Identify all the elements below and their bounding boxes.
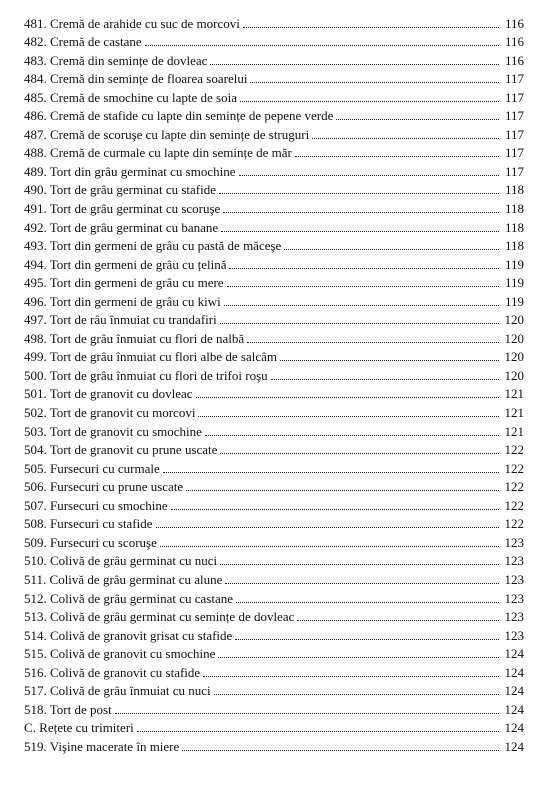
toc-entry: [24, 179, 524, 198]
dot-leader: [229, 268, 499, 269]
toc-entry-page-number: 122: [504, 460, 524, 476]
dot-leader: [186, 490, 499, 491]
toc-entry-page-number: 124: [504, 701, 524, 717]
dot-leader: [284, 249, 499, 250]
toc-entry-title: 512. Colivă de grâu germinat cu castane: [24, 590, 234, 606]
toc-entry-title: 483. Cremă din semințe de dovleac: [24, 52, 208, 68]
toc-entry-title: 503. Tort de granovit cu smochine: [24, 423, 202, 439]
dot-leader: [240, 101, 499, 102]
dot-leader: [225, 583, 499, 584]
toc-entry: [24, 123, 524, 142]
dot-leader: [295, 156, 499, 157]
toc-entry-page-number: 117: [504, 145, 524, 161]
dot-leader: [235, 639, 499, 640]
toc-entry-title: 519. Vişine macerate în miere: [24, 738, 180, 754]
toc-entry-title: 492. Tort de grâu germinat cu banane: [24, 219, 219, 235]
dot-leader: [239, 175, 500, 176]
toc-entry: [24, 272, 524, 291]
toc-entry-page-number: 119: [504, 293, 524, 309]
toc-entry: [24, 624, 524, 643]
toc-entry-title: 481. Cremă de arahide cu suc de morcovi: [24, 15, 240, 31]
toc-entry-title: 495. Tort din germeni de grâu cu mere: [24, 275, 224, 291]
toc-entry-page-number: 124: [504, 683, 524, 699]
dot-leader: [219, 193, 499, 194]
toc-entry-title: 507. Fursecuri cu smochine: [24, 497, 168, 513]
dot-leader: [182, 750, 499, 751]
toc-entry: [24, 216, 524, 235]
toc-entry: [24, 160, 524, 179]
toc-entry: [24, 401, 524, 420]
toc-entry-page-number: 123: [504, 571, 524, 587]
toc-entry: [24, 680, 524, 699]
dot-leader: [210, 64, 499, 65]
toc-entry: [24, 327, 524, 346]
toc-entry-title: 517. Colivă de grâu înmuiat cu nuci: [24, 683, 211, 699]
dot-leader: [220, 564, 499, 565]
toc-entry: [24, 197, 524, 216]
toc-entry: [24, 661, 524, 680]
dot-leader: [171, 509, 499, 510]
toc-entry-page-number: 122: [504, 497, 524, 513]
dot-leader: [336, 119, 499, 120]
toc-entry-page-number: 120: [504, 330, 524, 346]
toc-entry: [24, 606, 524, 625]
toc-entry-page-number: 117: [504, 163, 524, 179]
toc-entry-title: 496. Tort din germeni de grâu cu kiwi: [24, 293, 221, 309]
toc-entry: [24, 735, 524, 754]
toc-entry-page-number: 121: [504, 405, 524, 421]
toc-entry-page-number: 116: [504, 34, 524, 50]
toc-entry: [24, 49, 524, 68]
toc-entry-title: 505. Fursecuri cu curmale: [24, 460, 160, 476]
toc-entry: [24, 31, 524, 50]
toc-entry: [24, 290, 524, 309]
dot-leader: [198, 416, 499, 417]
toc-entry-page-number: 123: [504, 553, 524, 569]
dot-leader: [205, 435, 499, 436]
toc-entry-page-number: 116: [504, 15, 524, 31]
toc-entry: [24, 12, 524, 31]
dot-leader: [227, 286, 499, 287]
toc-entry-title: 518. Tort de post: [24, 701, 112, 717]
table-of-contents: [24, 12, 524, 754]
dot-leader: [214, 694, 499, 695]
toc-entry: [24, 235, 524, 254]
toc-entry-page-number: 117: [504, 71, 524, 87]
toc-entry: [24, 309, 524, 328]
dot-leader: [221, 231, 499, 232]
toc-entry-title: 514. Colivă de granovit grisat cu stafide: [24, 627, 233, 643]
dot-leader: [156, 527, 499, 528]
toc-entry-page-number: 120: [504, 367, 524, 383]
toc-entry: [24, 105, 524, 124]
toc-entry-page-number: 123: [504, 590, 524, 606]
toc-entry: [24, 494, 524, 513]
toc-entry-title: 485. Cremă de smochine cu lapte de soia: [24, 89, 237, 105]
toc-entry-title: 498. Tort de grâu înmuiat cu flori de nalbă: [24, 330, 245, 346]
dot-leader: [243, 27, 499, 28]
toc-entry: [24, 531, 524, 550]
toc-entry-page-number: 118: [504, 201, 524, 217]
toc-entry-title: 502. Tort de granovit cu morcovi: [24, 405, 196, 421]
toc-entry-page-number: 123: [504, 534, 524, 550]
toc-entry-page-number: 118: [504, 182, 524, 198]
toc-entry-title: 491. Tort de grâu germinat cu scoruşe: [24, 201, 221, 217]
toc-entry: [24, 253, 524, 272]
toc-entry-title: 497. Tort de râu înmuiat cu trandafiri: [24, 312, 217, 328]
dot-leader: [137, 731, 499, 732]
toc-entry: [24, 364, 524, 383]
dot-leader: [223, 212, 499, 213]
toc-entry-title: 484. Cremă din semințe de floarea soarelui: [24, 71, 248, 87]
dot-leader: [224, 305, 499, 306]
toc-entry-page-number: 119: [504, 275, 524, 291]
toc-entry-page-number: 118: [504, 238, 524, 254]
toc-entry-title: 506. Fursecuri cu prune uscate: [24, 479, 184, 495]
toc-entry-page-number: 121: [504, 423, 524, 439]
toc-entry-page-number: 122: [504, 442, 524, 458]
toc-entry: [24, 420, 524, 439]
toc-entry-title: 511. Colivă de grâu germinat cu alune: [24, 571, 223, 587]
toc-entry-page-number: 120: [504, 312, 524, 328]
toc-entry-title: 490. Tort de grâu germinat cu stafide: [24, 182, 216, 198]
dot-leader: [196, 397, 499, 398]
toc-entry: [24, 457, 524, 476]
toc-entry-page-number: 119: [504, 256, 524, 272]
toc-entry-title: 510. Colivă de grâu germinat cu nuci: [24, 553, 218, 569]
toc-entry-title: 508. Fursecuri cu stafide: [24, 516, 153, 532]
toc-entry: [24, 643, 524, 662]
toc-entry: [24, 550, 524, 569]
dot-leader: [115, 713, 499, 714]
toc-entry-title: 493. Tort din germeni de grâu cu pastă de măceşe: [24, 238, 282, 254]
toc-entry: [24, 346, 524, 365]
dot-leader: [271, 379, 499, 380]
dot-leader: [220, 453, 499, 454]
toc-entry-page-number: 120: [504, 349, 524, 365]
toc-entry: [24, 513, 524, 532]
toc-entry-title: C. Rețete cu trimiteri: [24, 720, 134, 736]
toc-entry: [24, 476, 524, 495]
dot-leader: [220, 323, 499, 324]
dot-leader: [236, 602, 499, 603]
toc-entry-page-number: 124: [504, 720, 524, 736]
toc-entry-page-number: 123: [504, 627, 524, 643]
toc-entry-title: 489. Tort din grâu germinat cu smochine: [24, 163, 236, 179]
toc-entry-title: 509. Fursecuri cu scoruşe: [24, 534, 157, 550]
toc-entry: [24, 142, 524, 161]
dot-leader: [280, 360, 499, 361]
dot-leader: [218, 657, 499, 658]
toc-entry: [24, 698, 524, 717]
toc-entry-title: 486. Cremă de stafide cu lapte din semințe de pepene verde: [24, 108, 334, 124]
toc-entry-title: 515. Colivă de granovit cu smochine: [24, 646, 216, 662]
toc-entry-title: 504. Tort de granovit cu prune uscate: [24, 442, 218, 458]
toc-entry: [24, 68, 524, 87]
dot-leader: [250, 82, 499, 83]
dot-leader: [203, 676, 499, 677]
toc-entry-page-number: 123: [504, 609, 524, 625]
dot-leader: [160, 546, 499, 547]
dot-leader: [145, 45, 499, 46]
toc-entry-page-number: 118: [504, 219, 524, 235]
toc-entry-title: 516. Colivă de granovit cu stafide: [24, 664, 201, 680]
dot-leader: [163, 472, 499, 473]
toc-entry-title: 500. Tort de grâu înmuiat cu flori de trifoi roşu: [24, 367, 268, 383]
toc-entry: [24, 383, 524, 402]
dot-leader: [312, 138, 499, 139]
toc-entry-page-number: 116: [504, 52, 524, 68]
toc-entry-title: 487. Cremă de scoruşe cu lapte din semințe de struguri: [24, 126, 310, 142]
toc-entry-page-number: 122: [504, 479, 524, 495]
dot-leader: [297, 620, 499, 621]
dot-leader: [247, 342, 499, 343]
toc-entry: [24, 568, 524, 587]
toc-entry-page-number: 117: [504, 89, 524, 105]
toc-entry-page-number: 124: [504, 738, 524, 754]
toc-entry: [24, 587, 524, 606]
toc-entry: [24, 86, 524, 105]
toc-entry-page-number: 121: [504, 386, 524, 402]
toc-entry-page-number: 124: [504, 664, 524, 680]
toc-entry-title: 494. Tort din germeni de grâu cu țelină: [24, 256, 227, 272]
toc-entry-page-number: 117: [504, 126, 524, 142]
toc-entry-title: 482. Cremă de castane: [24, 34, 142, 50]
toc-entry: [24, 439, 524, 458]
toc-entry-title: 488. Cremă de curmale cu lapte din semințe de măr: [24, 145, 292, 161]
toc-entry-title: 499. Tort de grâu înmuiat cu flori albe de salcâm: [24, 349, 277, 365]
toc-entry-page-number: 117: [504, 108, 524, 124]
toc-entry: [24, 717, 524, 736]
toc-entry-title: 513. Colivă de grâu germinat cu semințe de dovleac: [24, 609, 295, 625]
toc-entry-page-number: 122: [504, 516, 524, 532]
toc-entry-title: 501. Tort de granovit cu dovleac: [24, 386, 193, 402]
toc-entry-page-number: 124: [504, 646, 524, 662]
